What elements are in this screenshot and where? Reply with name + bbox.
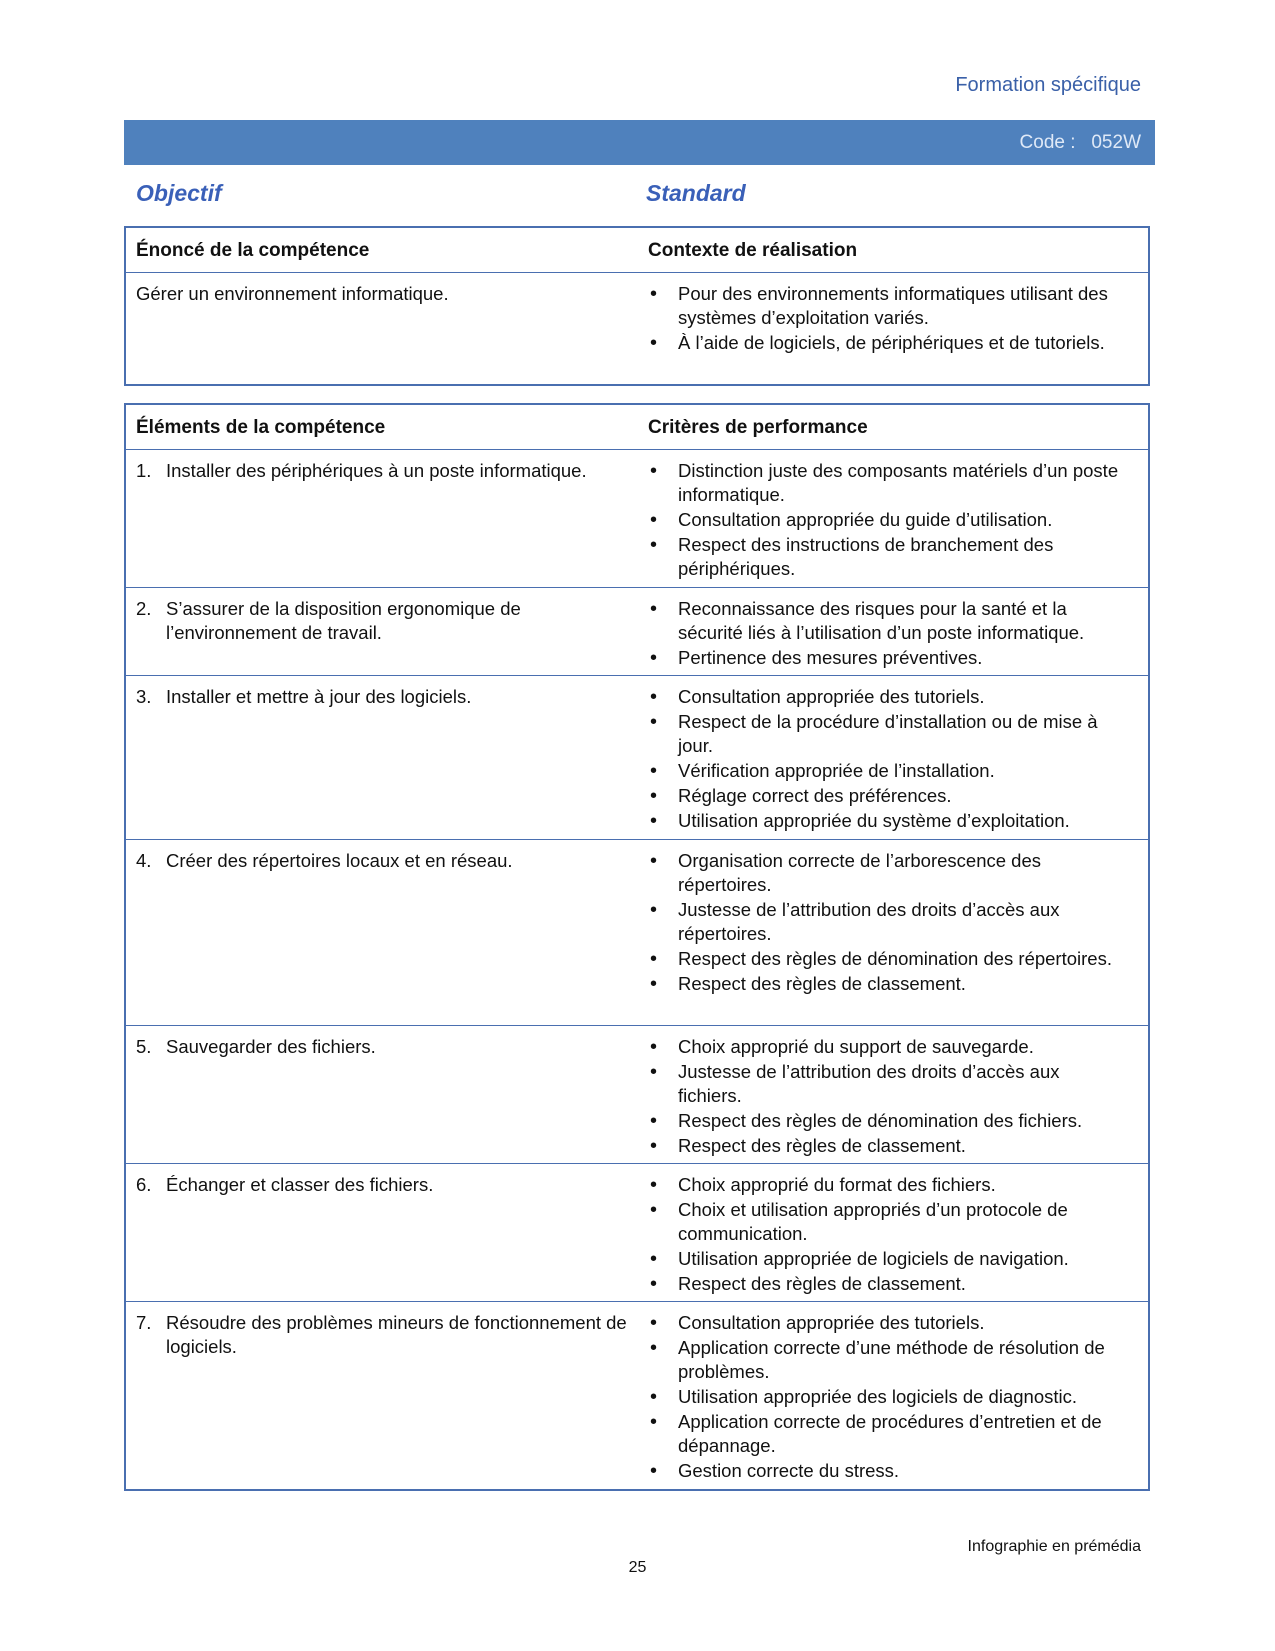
element-number: 1. (136, 460, 152, 481)
context-item: • À l’aide de logiciels, de périphériques et de tutoriels. (648, 331, 1128, 355)
element-number: 2. (136, 598, 152, 619)
element-text: Créer des répertoires locaux et en réseau. (166, 850, 513, 871)
statement-header: Énoncé de la compétence (136, 240, 370, 261)
element-number: 5. (136, 1036, 152, 1057)
criteria-item: • Pertinence des mesures préventives. (648, 646, 1128, 670)
element-row (126, 840, 1148, 1026)
criteria-list (648, 1035, 1128, 1158)
criteria-item: • Distinction juste des composants matériels d’un poste informatique. (648, 459, 1128, 507)
criteria-item: • Application correcte de procédures d’entretien et de dépannage. (648, 1410, 1128, 1458)
element-text: Installer et mettre à jour des logiciels. (166, 686, 472, 707)
element-text: S’assurer de la disposition ergonomique de l’environnement de travail. (166, 598, 521, 643)
element-text: Installer des périphériques à un poste informatique. (166, 460, 587, 481)
criteria-item: • Respect de la procédure d’installation ou de mise à jour. (648, 710, 1128, 758)
context-table (124, 226, 1150, 386)
criteria-item: • Utilisation appropriée de logiciels de navigation. (648, 1247, 1128, 1271)
element-row (126, 1164, 1148, 1302)
criteria-item: • Consultation appropriée des tutoriels. (648, 685, 1128, 709)
element-row (126, 588, 1148, 676)
criteria-list (648, 1173, 1128, 1296)
criteria-item: • Réglage correct des préférences. (648, 784, 1128, 808)
criteria-list (648, 685, 1128, 833)
elements-table-header (126, 405, 1148, 450)
criteria-item: • Consultation appropriée des tutoriels. (648, 1311, 1128, 1335)
objective-heading: Objectif (136, 180, 222, 206)
elements-table (124, 403, 1150, 1491)
criteria-item: • Organisation correcte de l’arborescence des répertoires. (648, 849, 1128, 897)
criteria-item: • Reconnaissance des risques pour la santé et la sécurité liés à l’utilisation d’un poste informatique. (648, 597, 1128, 645)
competency-statement: Gérer un environnement informatique. (136, 283, 449, 304)
element-number: 6. (136, 1174, 152, 1195)
criteria-item: • Respect des règles de classement. (648, 1272, 1128, 1296)
page-number: 25 (628, 1559, 647, 1576)
context-list (648, 282, 1128, 355)
criteria-item: • Respect des règles de dénomination des répertoires. (648, 947, 1128, 971)
element-row (126, 1302, 1148, 1487)
criteria-item: • Respect des règles de dénomination des fichiers. (648, 1109, 1128, 1133)
criteria-item: • Choix et utilisation appropriés d’un protocole de communication. (648, 1198, 1128, 1246)
element-number: 4. (136, 850, 152, 871)
criteria-item: • Utilisation appropriée des logiciels de diagnostic. (648, 1385, 1128, 1409)
context-table-header (126, 228, 1148, 273)
criteria-item: • Vérification appropriée de l’installation. (648, 759, 1128, 783)
element-row (126, 1026, 1148, 1164)
page-header-title: Formation spécifique (955, 74, 1141, 96)
element-row (126, 450, 1148, 588)
criteria-item: • Choix approprié du support de sauvegarde. (648, 1035, 1128, 1059)
element-text: Sauvegarder des fichiers. (166, 1036, 376, 1057)
criteria-item: • Justesse de l’attribution des droits d’accès aux répertoires. (648, 898, 1128, 946)
criteria-item: • Application correcte d’une méthode de résolution de problèmes. (648, 1336, 1128, 1384)
criteria-list (648, 459, 1128, 581)
element-number: 7. (136, 1312, 152, 1333)
criteria-item: • Justesse de l’attribution des droits d’accès aux fichiers. (648, 1060, 1128, 1108)
criteria-header: Critères de performance (648, 417, 868, 438)
criteria-item: • Consultation appropriée du guide d’utilisation. (648, 508, 1128, 532)
criteria-item: • Gestion correcte du stress. (648, 1459, 1128, 1483)
element-text: Résoudre des problèmes mineurs de fonctionnement de logiciels. (166, 1312, 627, 1357)
criteria-list (648, 1311, 1128, 1483)
criteria-item: • Respect des instructions de branchement des périphériques. (648, 533, 1128, 581)
standard-heading: Standard (646, 180, 746, 206)
section-headings (124, 180, 1155, 210)
criteria-list (648, 597, 1128, 670)
footer-program-name: Infographie en prémédia (967, 1538, 1141, 1555)
criteria-list (648, 849, 1128, 996)
context-table-row (126, 273, 1148, 384)
element-row (126, 676, 1148, 840)
elements-header: Éléments de la compétence (136, 417, 386, 438)
criteria-item: • Respect des règles de classement. (648, 972, 1128, 996)
code-bar (124, 120, 1155, 165)
context-header: Contexte de réalisation (648, 240, 858, 261)
program-code: Code : 052W (1019, 131, 1141, 153)
context-item: • Pour des environnements informatiques utilisant des systèmes d’exploitation variés. (648, 282, 1128, 330)
criteria-item: • Choix approprié du format des fichiers. (648, 1173, 1128, 1197)
criteria-item: • Utilisation appropriée du système d’exploitation. (648, 809, 1128, 833)
criteria-item: • Respect des règles de classement. (648, 1134, 1128, 1158)
element-number: 3. (136, 686, 152, 707)
element-text: Échanger et classer des fichiers. (166, 1174, 434, 1195)
